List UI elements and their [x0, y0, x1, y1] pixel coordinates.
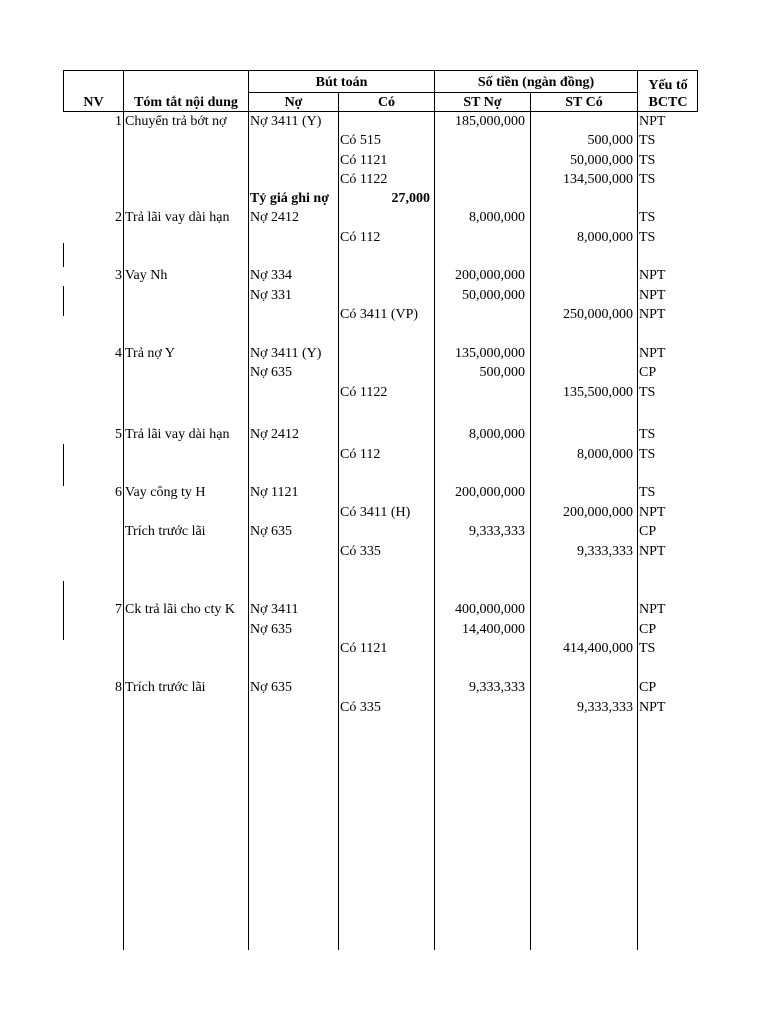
table-left-border-seg-2	[63, 286, 64, 316]
header-amount-group: Số tiền (ngàn đồng)	[477, 75, 595, 90]
cell-nv: 5	[115, 427, 122, 442]
cell-debit: Tỷ giá ghi nợ	[250, 191, 329, 206]
cell-debit: Nợ 3411	[250, 602, 299, 617]
cell-credit: Có 1121	[340, 153, 388, 168]
cell-element: TS	[639, 641, 656, 656]
cell-amt-credit: 200,000,000	[563, 505, 633, 520]
cell-amt-credit: 8,000,000	[577, 230, 633, 245]
cell-summary: Trả lãi vay dài hạn	[125, 210, 230, 225]
cell-element: NPT	[639, 114, 666, 129]
cell-amt-credit: 9,333,333	[577, 544, 633, 559]
cell-element: CP	[639, 622, 657, 637]
cell-summary: Chuyển trả bớt nợ	[125, 114, 227, 129]
cell-credit: Có 335	[340, 700, 381, 715]
cell-amt-debit: 400,000,000	[455, 602, 525, 617]
header-amount-debit: ST Nợ	[463, 95, 502, 110]
cell-amt-credit: 8,000,000	[577, 447, 633, 462]
cell-amt-debit: 9,333,333	[469, 524, 525, 539]
cell-nv: 2	[115, 210, 122, 225]
cell-amt-debit: 135,000,000	[455, 346, 525, 361]
cell-element: NPT	[639, 544, 666, 559]
cell-debit: Nợ 635	[250, 680, 293, 695]
cell-element: NPT	[639, 602, 666, 617]
cell-nv: 1	[115, 114, 122, 129]
cell-element: NPT	[639, 307, 666, 322]
cell-summary: Trả lãi vay dài hạn	[125, 427, 230, 442]
cell-credit: Có 3411 (H)	[340, 505, 411, 520]
header-credit: Có	[377, 95, 396, 110]
header-element-line1: Yếu tố	[648, 78, 688, 93]
cell-element: TS	[639, 485, 656, 500]
cell-element: NPT	[639, 288, 666, 303]
col-divider-debit	[248, 70, 249, 950]
cell-credit: Có 112	[340, 230, 381, 245]
cell-amt-credit: 9,333,333	[577, 700, 633, 715]
cell-summary: Vay công ty H	[125, 485, 206, 500]
cell-credit: Có 1122	[340, 172, 388, 187]
cell-amt-debit: 8,000,000	[469, 210, 525, 225]
cell-amt-debit: 200,000,000	[455, 485, 525, 500]
table-left-border-seg-1	[63, 243, 64, 267]
table-top-border	[63, 70, 698, 71]
cell-debit: Nợ 1121	[250, 485, 299, 500]
cell-debit: Nợ 2412	[250, 427, 300, 442]
col-divider-amount-credit	[530, 92, 531, 950]
cell-debit: Nợ 331	[250, 288, 293, 303]
cell-nv: 8	[115, 680, 122, 695]
cell-credit: Có 1122	[340, 385, 388, 400]
cell-debit: Nợ 635	[250, 365, 293, 380]
col-divider-summary	[123, 70, 124, 950]
col-divider-amount-debit	[434, 70, 435, 950]
cell-nv: 4	[115, 346, 122, 361]
col-divider-credit	[338, 92, 339, 950]
table-left-border-seg-3	[63, 444, 64, 486]
header-amount-credit: ST Có	[565, 95, 603, 110]
cell-element: CP	[639, 680, 657, 695]
cell-summary: Trích trước lãi	[125, 680, 206, 695]
cell-amt-debit: 9,333,333	[469, 680, 525, 695]
cell-credit: Có 515	[340, 133, 381, 148]
cell-amt-credit: 134,500,000	[563, 172, 633, 187]
col-divider-element	[637, 70, 638, 950]
cell-summary: Trả nợ Y	[125, 346, 175, 361]
cell-debit: Nợ 635	[250, 622, 293, 637]
cell-nv: 6	[115, 485, 122, 500]
header-nv: NV	[83, 95, 104, 110]
cell-debit: Nợ 3411 (Y)	[250, 346, 322, 361]
cell-amt-debit: 14,400,000	[462, 622, 525, 637]
cell-credit: Có 1121	[340, 641, 388, 656]
cell-element: TS	[639, 230, 656, 245]
cell-element: NPT	[639, 505, 666, 520]
cell-summary: Ck trả lãi cho cty K	[125, 602, 236, 617]
cell-credit: Có 3411 (VP)	[340, 307, 419, 322]
cell-element: TS	[639, 133, 656, 148]
cell-amt-debit: 500,000	[479, 365, 525, 380]
cell-amt-credit: 50,000,000	[570, 153, 633, 168]
cell-amt-credit: 135,500,000	[563, 385, 633, 400]
cell-element: TS	[639, 172, 656, 187]
cell-element: CP	[639, 365, 657, 380]
header-summary: Tóm tắt nội dung	[134, 95, 238, 110]
header-element-line2: BCTC	[648, 95, 688, 110]
cell-nv: 3	[115, 268, 122, 283]
cell-element: TS	[639, 385, 656, 400]
cell-amt-debit: 50,000,000	[462, 288, 525, 303]
cell-debit: Nợ 334	[250, 268, 293, 283]
cell-element: NPT	[639, 268, 666, 283]
cell-element: NPT	[639, 346, 666, 361]
cell-amt-credit: 414,400,000	[563, 641, 633, 656]
cell-amt-debit: 8,000,000	[469, 427, 525, 442]
cell-amt-credit: 250,000,000	[563, 307, 633, 322]
cell-amt-credit: 500,000	[587, 133, 633, 148]
cell-element: TS	[639, 153, 656, 168]
cell-element: CP	[639, 524, 657, 539]
cell-element: NPT	[639, 700, 666, 715]
cell-credit: Có 112	[340, 447, 381, 462]
cell-element: TS	[639, 427, 656, 442]
cell-debit: Nợ 2412	[250, 210, 300, 225]
cell-amt-debit: 185,000,000	[455, 114, 525, 129]
cell-credit: Có 335	[340, 544, 381, 559]
header-debit: Nợ	[284, 95, 303, 110]
cell-amt-debit: 200,000,000	[455, 268, 525, 283]
cell-summary: Trích trước lãi	[125, 524, 206, 539]
cell-element: TS	[639, 210, 656, 225]
cell-debit: Nợ 635	[250, 524, 293, 539]
header-entry-group: Bút toán	[315, 75, 368, 90]
cell-credit: 27,000	[391, 191, 430, 206]
cell-summary: Vay Nh	[125, 268, 168, 283]
cell-debit: Nợ 3411 (Y)	[250, 114, 322, 129]
cell-element: TS	[639, 447, 656, 462]
cell-nv: 7	[115, 602, 122, 617]
